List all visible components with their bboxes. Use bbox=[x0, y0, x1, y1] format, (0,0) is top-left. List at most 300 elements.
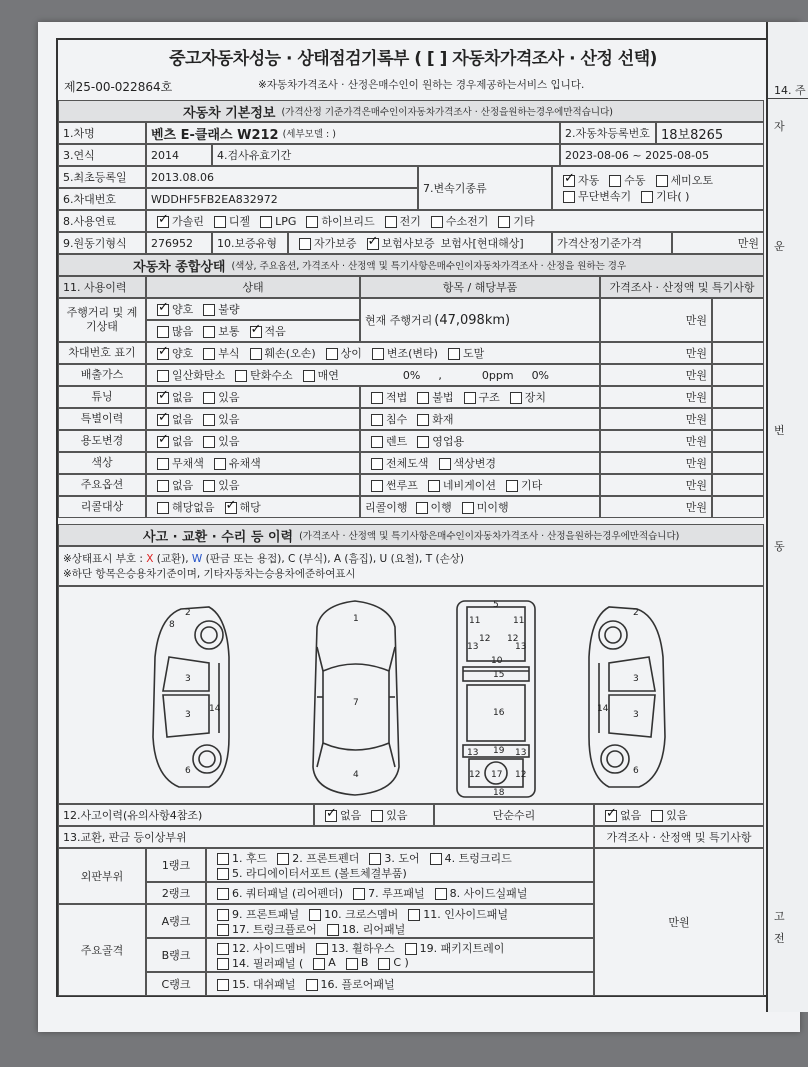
part-option[interactable] bbox=[303, 906, 398, 922]
status-note-cell bbox=[712, 474, 764, 496]
checkbox-icon[interactable] bbox=[235, 370, 247, 382]
status-item-option[interactable] bbox=[411, 389, 453, 405]
legend-box bbox=[58, 546, 764, 586]
emission-values bbox=[403, 369, 567, 382]
option-label: 렌트 bbox=[386, 435, 408, 448]
part-option[interactable] bbox=[300, 976, 395, 992]
simple-repair-option-0[interactable] bbox=[599, 807, 641, 823]
accident-option-1[interactable] bbox=[365, 807, 407, 823]
checkbox-icon[interactable] bbox=[203, 436, 215, 448]
transmission-option-2[interactable] bbox=[650, 172, 714, 188]
car-left-side-view bbox=[153, 607, 229, 787]
checkbox-icon[interactable] bbox=[428, 480, 440, 492]
checkbox-icon[interactable] bbox=[609, 175, 621, 187]
mileage-state-option[interactable] bbox=[197, 301, 239, 317]
price-unit-text: 만원 bbox=[685, 314, 707, 327]
part-option[interactable] bbox=[211, 850, 267, 866]
status-state-option[interactable] bbox=[320, 345, 362, 361]
option-label: 세미오토 bbox=[670, 174, 714, 187]
emission-option[interactable] bbox=[151, 367, 225, 383]
checkbox-icon[interactable] bbox=[277, 853, 289, 865]
engine-type-value: 276952 bbox=[146, 232, 212, 254]
status-state-option[interactable] bbox=[151, 389, 193, 405]
fuel-option-1[interactable] bbox=[208, 213, 250, 229]
status-state-options bbox=[146, 408, 360, 430]
edge-divider bbox=[768, 98, 808, 99]
status-row-label bbox=[58, 474, 146, 496]
status-title: 자동차 종합상태 bbox=[133, 259, 226, 275]
status-state-option[interactable] bbox=[197, 477, 239, 493]
mileage-amount-option[interactable] bbox=[151, 323, 193, 339]
checkbox-icon[interactable] bbox=[325, 810, 337, 822]
checkbox-icon[interactable] bbox=[371, 480, 383, 492]
status-state-options bbox=[146, 474, 360, 496]
option-label: 보통 bbox=[218, 325, 240, 338]
status-item-option[interactable] bbox=[504, 389, 546, 405]
checkbox-icon[interactable] bbox=[225, 502, 237, 514]
emission-value: , bbox=[438, 368, 442, 382]
status-price-unit bbox=[600, 408, 712, 430]
checkbox-icon[interactable] bbox=[217, 868, 229, 880]
accident-note: (가격조사 · 산정액 및 특기사항은매수인이자동차가격조사 · 산정을원하는경우에만적습니다) bbox=[299, 531, 680, 542]
checkbox-icon[interactable] bbox=[416, 502, 428, 514]
status-state-option[interactable] bbox=[151, 477, 193, 493]
rank-parts-line bbox=[211, 955, 413, 970]
checkbox-icon[interactable] bbox=[405, 943, 417, 955]
part-option[interactable] bbox=[211, 906, 299, 922]
status-row-label bbox=[58, 452, 146, 474]
svg-text:12: 12 bbox=[479, 634, 491, 644]
reg-number-label: 2.자동차등록번호 bbox=[560, 122, 656, 144]
part-option[interactable] bbox=[271, 850, 359, 866]
checkbox-icon[interactable] bbox=[378, 958, 390, 970]
transmission-option-1[interactable] bbox=[603, 172, 645, 188]
checkbox-icon[interactable] bbox=[385, 216, 397, 228]
rank-label-text: 2랭크 bbox=[161, 887, 191, 900]
rank-price-unit: 만원 bbox=[594, 848, 764, 996]
option-label: 수동 bbox=[624, 174, 646, 187]
checkbox-icon[interactable] bbox=[408, 909, 420, 921]
option-label: 장치 bbox=[524, 391, 547, 404]
svg-text:13: 13 bbox=[467, 642, 479, 652]
checkbox-icon[interactable] bbox=[372, 348, 384, 360]
checkbox-icon[interactable] bbox=[462, 502, 474, 514]
option-label: 훼손(오손) bbox=[264, 347, 316, 360]
rank-parts bbox=[206, 848, 594, 882]
checkbox-icon[interactable] bbox=[309, 909, 321, 921]
first-reg-value: 2013.08.06 bbox=[146, 166, 418, 188]
status-row-label bbox=[58, 298, 146, 342]
rank-label-text: B랭크 bbox=[161, 949, 191, 962]
transmission-option-0[interactable] bbox=[557, 172, 599, 188]
status-state-option[interactable] bbox=[197, 411, 239, 427]
fuel-option-0[interactable] bbox=[151, 213, 204, 229]
checkbox-icon[interactable] bbox=[498, 216, 510, 228]
status-row-label bbox=[58, 496, 146, 518]
status-note-cell bbox=[712, 408, 764, 430]
checkbox-icon[interactable] bbox=[157, 502, 169, 514]
checkbox-icon[interactable] bbox=[157, 414, 169, 426]
checkbox-icon[interactable] bbox=[203, 392, 215, 404]
status-row-label bbox=[58, 342, 146, 364]
option-label: 양호 bbox=[172, 347, 194, 360]
simple-repair-options bbox=[594, 804, 764, 826]
checkbox-icon[interactable] bbox=[417, 392, 429, 404]
checkbox-icon[interactable] bbox=[371, 436, 383, 448]
status-state-option[interactable] bbox=[151, 455, 204, 471]
checkbox-icon[interactable] bbox=[371, 810, 383, 822]
option-label: 많음 bbox=[172, 325, 194, 338]
status-item-option[interactable] bbox=[411, 433, 464, 449]
option-label: 불법 bbox=[432, 391, 454, 404]
status-state-option[interactable] bbox=[151, 499, 215, 515]
checkbox-icon[interactable] bbox=[313, 958, 325, 970]
option-label: 없음 bbox=[340, 809, 362, 822]
status-state-option[interactable] bbox=[442, 345, 484, 361]
status-note-cell bbox=[712, 496, 764, 518]
part-option[interactable] bbox=[211, 955, 303, 971]
checkbox-icon[interactable] bbox=[417, 414, 429, 426]
checkbox-icon[interactable] bbox=[346, 958, 358, 970]
recall-done-label: 리콜이행 bbox=[365, 501, 408, 514]
use-history-col: 11. 사용이력 bbox=[58, 276, 146, 298]
base-price-label: 가격산정기준가격 bbox=[552, 232, 672, 254]
checkbox-icon[interactable] bbox=[303, 370, 315, 382]
status-price-unit bbox=[600, 430, 712, 452]
checkbox-icon[interactable] bbox=[369, 853, 381, 865]
option-label: 2. 프론트펜더 bbox=[292, 851, 360, 865]
checkbox-icon[interactable] bbox=[157, 216, 169, 228]
checkbox-icon[interactable] bbox=[203, 348, 215, 360]
fuel-option-4[interactable] bbox=[379, 213, 421, 229]
option-label: A bbox=[328, 956, 336, 969]
status-item-option[interactable] bbox=[411, 411, 453, 427]
checkbox-icon[interactable] bbox=[563, 175, 575, 187]
svg-text:12: 12 bbox=[515, 770, 527, 780]
status-row-label bbox=[58, 408, 146, 430]
checkbox-icon[interactable] bbox=[214, 216, 226, 228]
checkbox-icon[interactable] bbox=[371, 392, 383, 404]
checkbox-icon[interactable] bbox=[217, 924, 229, 936]
legend-line-2: ※하단 항목은승용차기준이며, 기타자동차는승용차에준하여표시 bbox=[63, 568, 356, 580]
rank-parts-line bbox=[211, 977, 399, 992]
checkbox-icon[interactable] bbox=[217, 943, 229, 955]
part-option[interactable] bbox=[363, 850, 419, 866]
checkbox-icon[interactable] bbox=[353, 888, 365, 900]
status-state-option[interactable] bbox=[151, 411, 193, 427]
status-item-option[interactable] bbox=[365, 433, 407, 449]
part-option[interactable] bbox=[321, 921, 406, 937]
fuel-option-2[interactable] bbox=[254, 215, 296, 228]
part-option[interactable] bbox=[347, 885, 425, 901]
checkbox-icon[interactable] bbox=[203, 326, 215, 338]
checkbox-icon[interactable] bbox=[157, 326, 169, 338]
option-label: 없음 bbox=[172, 391, 194, 404]
status-item-option[interactable] bbox=[458, 389, 500, 405]
status-item-option[interactable] bbox=[500, 477, 542, 493]
transmission-option-4[interactable] bbox=[635, 188, 689, 204]
checkbox-icon[interactable] bbox=[510, 392, 522, 404]
legend-x: X bbox=[146, 553, 154, 565]
status-item-option[interactable] bbox=[365, 411, 407, 427]
option-label: 14. 필러패널 ( bbox=[232, 956, 304, 970]
status-state-option[interactable] bbox=[244, 345, 316, 361]
option-label: 8. 사이드실패널 bbox=[449, 887, 528, 900]
status-state-options bbox=[146, 386, 360, 408]
transmission-label: 7.변속기종류 bbox=[418, 166, 552, 210]
part-option[interactable] bbox=[402, 906, 508, 922]
part-option[interactable] bbox=[310, 940, 395, 956]
option-label: 썬루프 bbox=[386, 479, 418, 492]
option-label: 7. 루프패널 bbox=[368, 887, 425, 900]
price-unit-text: 만원 bbox=[685, 369, 707, 382]
option-label: 13. 휠하우스 bbox=[331, 941, 395, 955]
engine-type-label: 9.원동기형식 bbox=[58, 232, 146, 254]
emission-option[interactable] bbox=[297, 367, 339, 383]
checkbox-icon[interactable] bbox=[250, 326, 262, 338]
status-note-cell bbox=[712, 386, 764, 408]
rank-parts-line bbox=[211, 906, 512, 921]
rank-label-text: 1랭크 bbox=[161, 859, 191, 872]
option-label: 보험사보증 bbox=[381, 237, 435, 250]
part-option[interactable] bbox=[429, 885, 528, 901]
part-option[interactable] bbox=[340, 956, 369, 969]
checkbox-icon[interactable] bbox=[157, 370, 169, 382]
status-state-option[interactable] bbox=[208, 455, 261, 471]
checkbox-icon[interactable] bbox=[431, 216, 443, 228]
checkbox-icon[interactable] bbox=[651, 810, 663, 822]
part-option[interactable] bbox=[424, 850, 512, 866]
status-price-unit bbox=[600, 298, 712, 342]
part-option[interactable] bbox=[307, 956, 336, 969]
status-item-option[interactable] bbox=[422, 477, 496, 493]
status-note-cell bbox=[712, 430, 764, 452]
checkbox-icon[interactable] bbox=[316, 943, 328, 955]
option-label: 도말 bbox=[462, 347, 485, 360]
status-state-option[interactable] bbox=[151, 345, 193, 361]
mileage-state-option[interactable] bbox=[151, 301, 193, 317]
rank-label bbox=[146, 882, 206, 904]
warranty-option-0[interactable] bbox=[293, 235, 357, 251]
svg-text:13: 13 bbox=[515, 642, 527, 652]
option-label: 자가보증 bbox=[314, 237, 357, 250]
svg-text:15: 15 bbox=[493, 670, 505, 680]
emission-option[interactable] bbox=[229, 367, 293, 383]
option-label: 6. 쿼터패널 (리어펜더) bbox=[232, 887, 344, 900]
checkbox-icon[interactable] bbox=[203, 480, 215, 492]
status-state-option[interactable] bbox=[151, 433, 193, 449]
option-label: 4. 트렁크리드 bbox=[444, 851, 512, 865]
status-state-option[interactable] bbox=[219, 499, 261, 515]
part-option[interactable] bbox=[211, 976, 296, 992]
checkbox-icon[interactable] bbox=[371, 458, 383, 470]
simple-repair-option-1[interactable] bbox=[645, 807, 687, 823]
option-label: 수소전기 bbox=[445, 215, 489, 228]
price-unit-text: 만원 bbox=[685, 347, 707, 360]
status-state-option[interactable] bbox=[197, 433, 239, 449]
status-price-unit bbox=[600, 342, 712, 364]
checkbox-icon[interactable] bbox=[157, 458, 169, 470]
status-header bbox=[58, 254, 764, 276]
status-row-label-text: 색상 bbox=[91, 456, 113, 469]
option-label: 이행 bbox=[430, 501, 452, 514]
checkbox-icon[interactable] bbox=[157, 392, 169, 404]
checkbox-icon[interactable] bbox=[506, 480, 518, 492]
status-note-cell bbox=[712, 364, 764, 386]
status-item-option[interactable] bbox=[410, 499, 452, 515]
checkbox-icon[interactable] bbox=[203, 414, 215, 426]
status-state-option[interactable] bbox=[197, 345, 239, 361]
option-label: 적법 bbox=[386, 391, 408, 404]
checkbox-icon[interactable] bbox=[371, 414, 383, 426]
status-row-label-text: 주요옵션 bbox=[80, 478, 124, 491]
legend-x-text: (교환), bbox=[153, 553, 192, 565]
rank-label-text: C랭크 bbox=[161, 978, 191, 991]
option-label: 있음 bbox=[218, 479, 240, 492]
rank-label bbox=[146, 938, 206, 972]
part-option[interactable] bbox=[211, 865, 407, 881]
svg-text:1: 1 bbox=[353, 614, 359, 624]
status-state-option[interactable] bbox=[366, 345, 438, 361]
checkbox-icon[interactable] bbox=[217, 979, 229, 991]
checkbox-icon[interactable] bbox=[439, 458, 451, 470]
svg-text:2: 2 bbox=[185, 608, 191, 618]
mileage-amount-option[interactable] bbox=[244, 323, 286, 339]
checkbox-icon[interactable] bbox=[306, 979, 318, 991]
item-col: 항목 / 해당부품 bbox=[360, 276, 600, 298]
svg-text:11: 11 bbox=[469, 616, 481, 626]
svg-text:3: 3 bbox=[185, 674, 191, 684]
status-item-options bbox=[360, 430, 600, 452]
edge-label-3: 번 bbox=[774, 424, 785, 437]
price-unit-text: 만원 bbox=[685, 457, 707, 470]
checkbox-icon[interactable] bbox=[306, 216, 318, 228]
checkbox-icon[interactable] bbox=[563, 191, 575, 203]
rank-parts-line bbox=[211, 940, 508, 955]
svg-text:10: 10 bbox=[491, 656, 503, 666]
checkbox-icon[interactable] bbox=[656, 175, 668, 187]
part-option[interactable] bbox=[399, 940, 505, 956]
status-item-option[interactable] bbox=[456, 499, 509, 515]
price-unit-text: 만원 bbox=[685, 435, 707, 448]
part-option[interactable] bbox=[211, 921, 317, 937]
option-label: 부식 bbox=[218, 347, 240, 360]
checkbox-icon[interactable] bbox=[250, 348, 262, 360]
status-price-unit bbox=[600, 364, 712, 386]
rank-label bbox=[146, 848, 206, 882]
status-row-label bbox=[58, 386, 146, 408]
fuel-option-3[interactable] bbox=[300, 213, 374, 229]
status-row-label-text: 리콜대상 bbox=[80, 500, 124, 513]
status-item-options bbox=[360, 496, 600, 518]
option-label: 3. 도어 bbox=[384, 851, 420, 865]
transmission-option-3[interactable] bbox=[557, 188, 631, 204]
status-state-options bbox=[146, 496, 360, 518]
checkbox-icon[interactable] bbox=[367, 238, 379, 250]
car-diagram-area bbox=[58, 586, 764, 804]
status-note: (색상, 주요옵션, 가격조사 · 산정액 및 특기사항은매수인이자동차가격조사 · 산정을 원하는 경우 bbox=[231, 261, 627, 272]
checkbox-icon[interactable] bbox=[641, 191, 653, 203]
part-option[interactable] bbox=[372, 956, 408, 969]
option-label: 가솔린 bbox=[172, 215, 204, 228]
fuel-option-6[interactable] bbox=[492, 213, 534, 229]
checkbox-icon[interactable] bbox=[417, 436, 429, 448]
checkbox-icon[interactable] bbox=[203, 304, 215, 316]
svg-text:3: 3 bbox=[185, 710, 191, 720]
svg-text:6: 6 bbox=[185, 766, 191, 776]
option-label: 상이 bbox=[340, 347, 362, 360]
status-item-option[interactable] bbox=[365, 477, 418, 493]
checkbox-icon[interactable] bbox=[327, 924, 339, 936]
part-option[interactable] bbox=[211, 885, 343, 901]
checkbox-icon[interactable] bbox=[435, 888, 447, 900]
checkbox-icon[interactable] bbox=[217, 958, 229, 970]
checkbox-icon[interactable] bbox=[430, 853, 442, 865]
accident-option-0[interactable] bbox=[319, 807, 361, 823]
checkbox-icon[interactable] bbox=[448, 348, 460, 360]
option-label: 기타 bbox=[513, 215, 535, 228]
checkbox-icon[interactable] bbox=[157, 480, 169, 492]
checkbox-icon[interactable] bbox=[260, 216, 272, 228]
status-state-option[interactable] bbox=[197, 389, 239, 405]
warranty-option-1[interactable] bbox=[361, 235, 435, 251]
status-item-option[interactable] bbox=[433, 455, 497, 471]
checkbox-icon[interactable] bbox=[157, 436, 169, 448]
part-option[interactable] bbox=[211, 940, 306, 956]
checkbox-icon[interactable] bbox=[299, 238, 311, 250]
option-label: 무단변속기 bbox=[578, 190, 632, 203]
option-label: 색상변경 bbox=[453, 457, 497, 470]
svg-text:13: 13 bbox=[515, 748, 527, 758]
price-unit-text: 만원 bbox=[685, 391, 707, 404]
fuel-option-5[interactable] bbox=[425, 213, 489, 229]
emission-value: 0ppm bbox=[481, 368, 514, 382]
checkbox-icon[interactable] bbox=[464, 392, 476, 404]
option-label: 없음 bbox=[620, 809, 642, 822]
option-label: 미이행 bbox=[476, 501, 509, 514]
form-frame bbox=[56, 38, 770, 997]
status-item-option[interactable] bbox=[365, 389, 407, 405]
mileage-amount-option[interactable] bbox=[197, 323, 239, 339]
edge-label-5: 고 bbox=[774, 910, 785, 923]
checkbox-icon[interactable] bbox=[217, 909, 229, 921]
option-label: 유채색 bbox=[228, 457, 261, 470]
option-label: 10. 크로스멤버 bbox=[324, 907, 399, 921]
svg-text:4: 4 bbox=[353, 770, 359, 780]
checkbox-icon[interactable] bbox=[326, 348, 338, 360]
checkbox-icon[interactable] bbox=[217, 853, 229, 865]
accident-title: 사고 · 교환 · 수리 등 이력 bbox=[143, 529, 294, 545]
rank-parts-line bbox=[211, 886, 531, 901]
option-label: 19. 패키지트레이 bbox=[419, 941, 505, 955]
option-label: 영업용 bbox=[432, 435, 465, 448]
option-label: 기타 bbox=[521, 479, 543, 492]
checkbox-icon[interactable] bbox=[157, 348, 169, 360]
checkbox-icon[interactable] bbox=[605, 810, 617, 822]
warranty-options bbox=[288, 232, 552, 254]
status-price-unit bbox=[600, 452, 712, 474]
car-name-value: 벤츠 E-클래스 W212 bbox=[151, 127, 279, 143]
checkbox-icon[interactable] bbox=[157, 304, 169, 316]
price-unit-text: 만원 bbox=[685, 501, 707, 514]
checkbox-icon[interactable] bbox=[217, 888, 229, 900]
main-frame-label: 주요골격 bbox=[58, 904, 146, 996]
option-label: 적음 bbox=[264, 325, 286, 338]
status-item-option[interactable] bbox=[365, 455, 429, 471]
status-row-label-text: 용도변경 bbox=[80, 434, 124, 447]
status-note-cell bbox=[712, 342, 764, 364]
checkbox-icon[interactable] bbox=[214, 458, 226, 470]
